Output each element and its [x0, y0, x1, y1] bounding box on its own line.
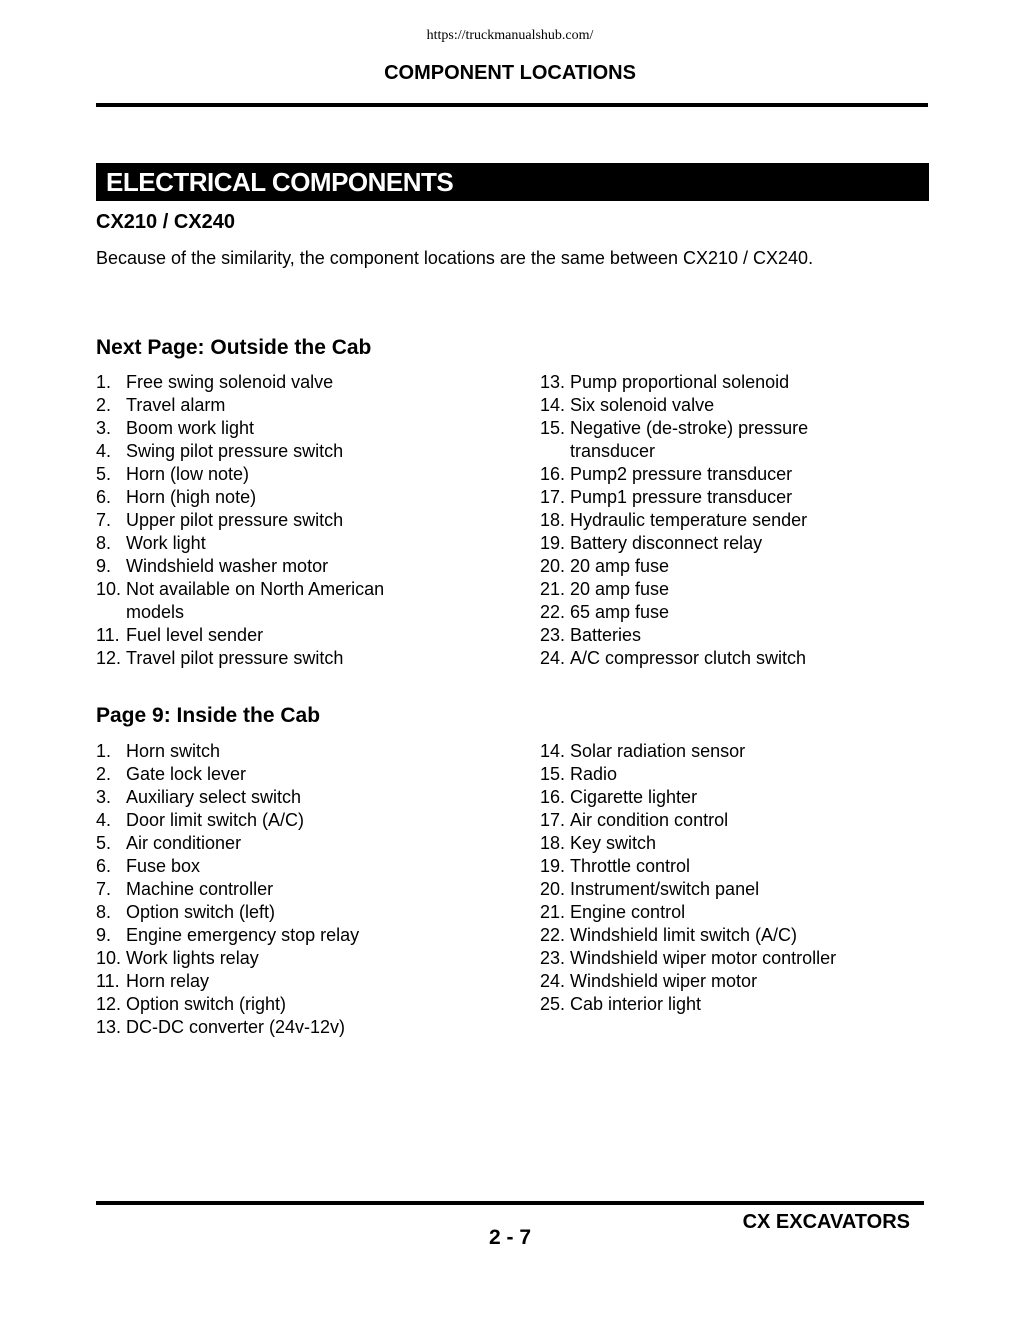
item-label: Fuel level sender	[126, 625, 264, 645]
list-item	[96, 970, 426, 993]
intro-paragraph: Because of the similarity, the component locations are the same between CX210 / CX240.	[96, 248, 814, 268]
item-number: 21.	[540, 902, 566, 922]
list-item	[96, 878, 426, 901]
list-item	[96, 740, 426, 763]
item-number: 10.	[96, 948, 122, 968]
list-item	[540, 878, 870, 901]
item-label: 20 amp fuse	[570, 579, 670, 599]
item-label: Fuse box	[126, 856, 201, 876]
item-label: Windshield wiper motor	[570, 971, 758, 991]
item-number: 21.	[540, 579, 566, 599]
item-label: Windshield limit switch (A/C)	[570, 925, 798, 945]
inside-cab-list-left	[96, 740, 426, 1039]
outside-cab-heading: Next Page: Outside the Cab	[96, 336, 372, 359]
item-number: 8.	[96, 902, 112, 922]
item-label: Horn (high note)	[126, 487, 257, 507]
list-item	[540, 809, 870, 832]
list-item	[540, 532, 870, 555]
item-number: 14.	[540, 395, 566, 415]
item-number: 16.	[540, 464, 566, 484]
item-number: 13.	[96, 1017, 122, 1037]
item-label: Instrument/switch panel	[570, 879, 760, 899]
list-item	[540, 578, 870, 601]
item-number: 9.	[96, 925, 112, 945]
inside-cab-heading: Page 9: Inside the Cab	[96, 704, 321, 727]
list-item	[540, 993, 870, 1016]
list-item	[96, 509, 426, 532]
item-number: 18.	[540, 510, 566, 530]
item-label: Pump proportional solenoid	[570, 372, 790, 392]
list-item	[540, 924, 870, 947]
item-label: Negative (de-stroke) pressure transducer	[570, 418, 809, 461]
list-item	[540, 394, 870, 417]
item-number: 15.	[540, 764, 566, 784]
list-item	[96, 809, 426, 832]
list-item	[96, 924, 426, 947]
outside-cab-list-left	[96, 371, 426, 670]
list-item	[96, 832, 426, 855]
item-number: 19.	[540, 533, 566, 553]
model-heading: CX210 / CX240	[96, 211, 235, 233]
item-number: 17.	[540, 487, 566, 507]
footer-divider	[96, 1201, 924, 1205]
source-url[interactable]: https://truckmanualshub.com/	[426, 28, 594, 43]
item-label: Cigarette lighter	[570, 787, 698, 807]
item-number: 8.	[96, 533, 112, 553]
list-item	[96, 993, 426, 1016]
list-item	[540, 786, 870, 809]
list-item	[96, 624, 426, 647]
item-number: 12.	[96, 994, 122, 1014]
item-number: 14.	[540, 741, 566, 761]
item-label: DC-DC converter (24v-12v)	[126, 1017, 346, 1037]
item-number: 5.	[96, 833, 112, 853]
item-label: Engine control	[570, 902, 686, 922]
item-number: 23.	[540, 625, 566, 645]
item-number: 3.	[96, 787, 112, 807]
list-item	[540, 486, 870, 509]
list-item	[96, 647, 426, 670]
item-label: Pump2 pressure transducer	[570, 464, 793, 484]
list-item	[96, 901, 426, 924]
item-label: Auxiliary select switch	[126, 787, 302, 807]
list-item	[96, 763, 426, 786]
list-item	[96, 463, 426, 486]
page-title: COMPONENT LOCATIONS	[384, 62, 636, 84]
item-number: 7.	[96, 879, 112, 899]
item-number: 23.	[540, 948, 566, 968]
item-number: 20.	[540, 879, 566, 899]
list-item	[540, 417, 840, 463]
item-label: Windshield washer motor	[126, 556, 329, 576]
item-label: Travel pilot pressure switch	[126, 648, 344, 668]
item-number: 22.	[540, 925, 566, 945]
item-number: 13.	[540, 372, 566, 392]
item-number: 6.	[96, 487, 112, 507]
inside-cab-list-right	[540, 740, 870, 1016]
list-item	[540, 371, 870, 394]
item-label: Throttle control	[570, 856, 691, 876]
item-label: Batteries	[570, 625, 642, 645]
item-number: 7.	[96, 510, 112, 530]
list-item	[96, 394, 426, 417]
item-label: Upper pilot pressure switch	[126, 510, 344, 530]
item-label: Horn (low note)	[126, 464, 250, 484]
item-number: 24.	[540, 648, 566, 668]
list-item	[540, 740, 870, 763]
list-item	[540, 855, 870, 878]
item-number: 4.	[96, 810, 112, 830]
item-number: 10.	[96, 579, 122, 599]
item-label: Option switch (right)	[126, 994, 287, 1014]
item-label: 65 amp fuse	[570, 602, 670, 622]
item-label: Six solenoid valve	[570, 395, 715, 415]
list-item	[540, 624, 870, 647]
item-label: Cab interior light	[570, 994, 702, 1014]
item-number: 3.	[96, 418, 112, 438]
item-number: 25.	[540, 994, 566, 1014]
item-number: 19.	[540, 856, 566, 876]
item-label: Air conditioner	[126, 833, 242, 853]
list-item	[96, 371, 426, 394]
item-label: Key switch	[570, 833, 657, 853]
item-label: Not available on North American models	[126, 579, 385, 622]
item-number: 4.	[96, 441, 112, 461]
page-number: 2 - 7	[488, 1226, 532, 1249]
item-label: Pump1 pressure transducer	[570, 487, 793, 507]
item-label: Hydraulic temperature sender	[570, 510, 808, 530]
item-number: 15.	[540, 418, 566, 438]
item-label: Solar radiation sensor	[570, 741, 746, 761]
item-label: Work light	[126, 533, 206, 553]
item-number: 2.	[96, 395, 112, 415]
item-label: Work lights relay	[126, 948, 259, 968]
item-number: 16.	[540, 787, 566, 807]
item-number: 24.	[540, 971, 566, 991]
item-label: Windshield wiper motor controller	[570, 948, 837, 968]
list-item	[96, 532, 426, 555]
item-number: 11.	[96, 971, 120, 991]
item-number: 18.	[540, 833, 566, 853]
list-item	[540, 555, 870, 578]
item-label: Horn switch	[126, 741, 221, 761]
item-label: Engine emergency stop relay	[126, 925, 360, 945]
item-number: 1.	[96, 372, 112, 392]
list-item	[96, 855, 426, 878]
list-item	[540, 763, 870, 786]
item-number: 11.	[96, 625, 120, 645]
item-number: 5.	[96, 464, 112, 484]
item-label: Travel alarm	[126, 395, 226, 415]
list-item	[540, 601, 870, 624]
list-item	[96, 1016, 426, 1039]
list-item	[96, 947, 426, 970]
item-label: Radio	[570, 764, 618, 784]
item-label: Free swing solenoid valve	[126, 372, 334, 392]
item-label: 20 amp fuse	[570, 556, 670, 576]
list-item	[540, 947, 870, 970]
list-item	[540, 509, 870, 532]
item-number: 17.	[540, 810, 566, 830]
item-label: Swing pilot pressure switch	[126, 441, 344, 461]
outside-cab-list-right	[540, 371, 870, 670]
item-label: Boom work light	[126, 418, 255, 438]
item-label: Door limit switch (A/C)	[126, 810, 305, 830]
item-label: Option switch (left)	[126, 902, 276, 922]
item-number: 20.	[540, 556, 566, 576]
list-item	[96, 578, 416, 624]
section-banner: ELECTRICAL COMPONENTS	[96, 163, 929, 201]
item-label: Machine controller	[126, 879, 274, 899]
list-item	[96, 417, 426, 440]
item-number: 22.	[540, 602, 566, 622]
item-number: 6.	[96, 856, 112, 876]
list-item	[96, 555, 426, 578]
item-label: A/C compressor clutch switch	[570, 648, 807, 668]
list-item	[540, 463, 870, 486]
item-number: 9.	[96, 556, 112, 576]
item-label: Horn relay	[126, 971, 210, 991]
footer-series-label: CX EXCAVATORS	[742, 1211, 910, 1233]
list-item	[540, 832, 870, 855]
list-item	[540, 970, 870, 993]
list-item	[96, 486, 426, 509]
item-number: 1.	[96, 741, 112, 761]
item-number: 12.	[96, 648, 122, 668]
item-label: Battery disconnect relay	[570, 533, 763, 553]
header-divider	[96, 103, 928, 107]
list-item	[540, 901, 870, 924]
item-label: Gate lock lever	[126, 764, 247, 784]
list-item	[96, 440, 426, 463]
list-item	[540, 647, 870, 670]
item-label: Air condition control	[570, 810, 729, 830]
list-item	[96, 786, 426, 809]
item-number: 2.	[96, 764, 112, 784]
